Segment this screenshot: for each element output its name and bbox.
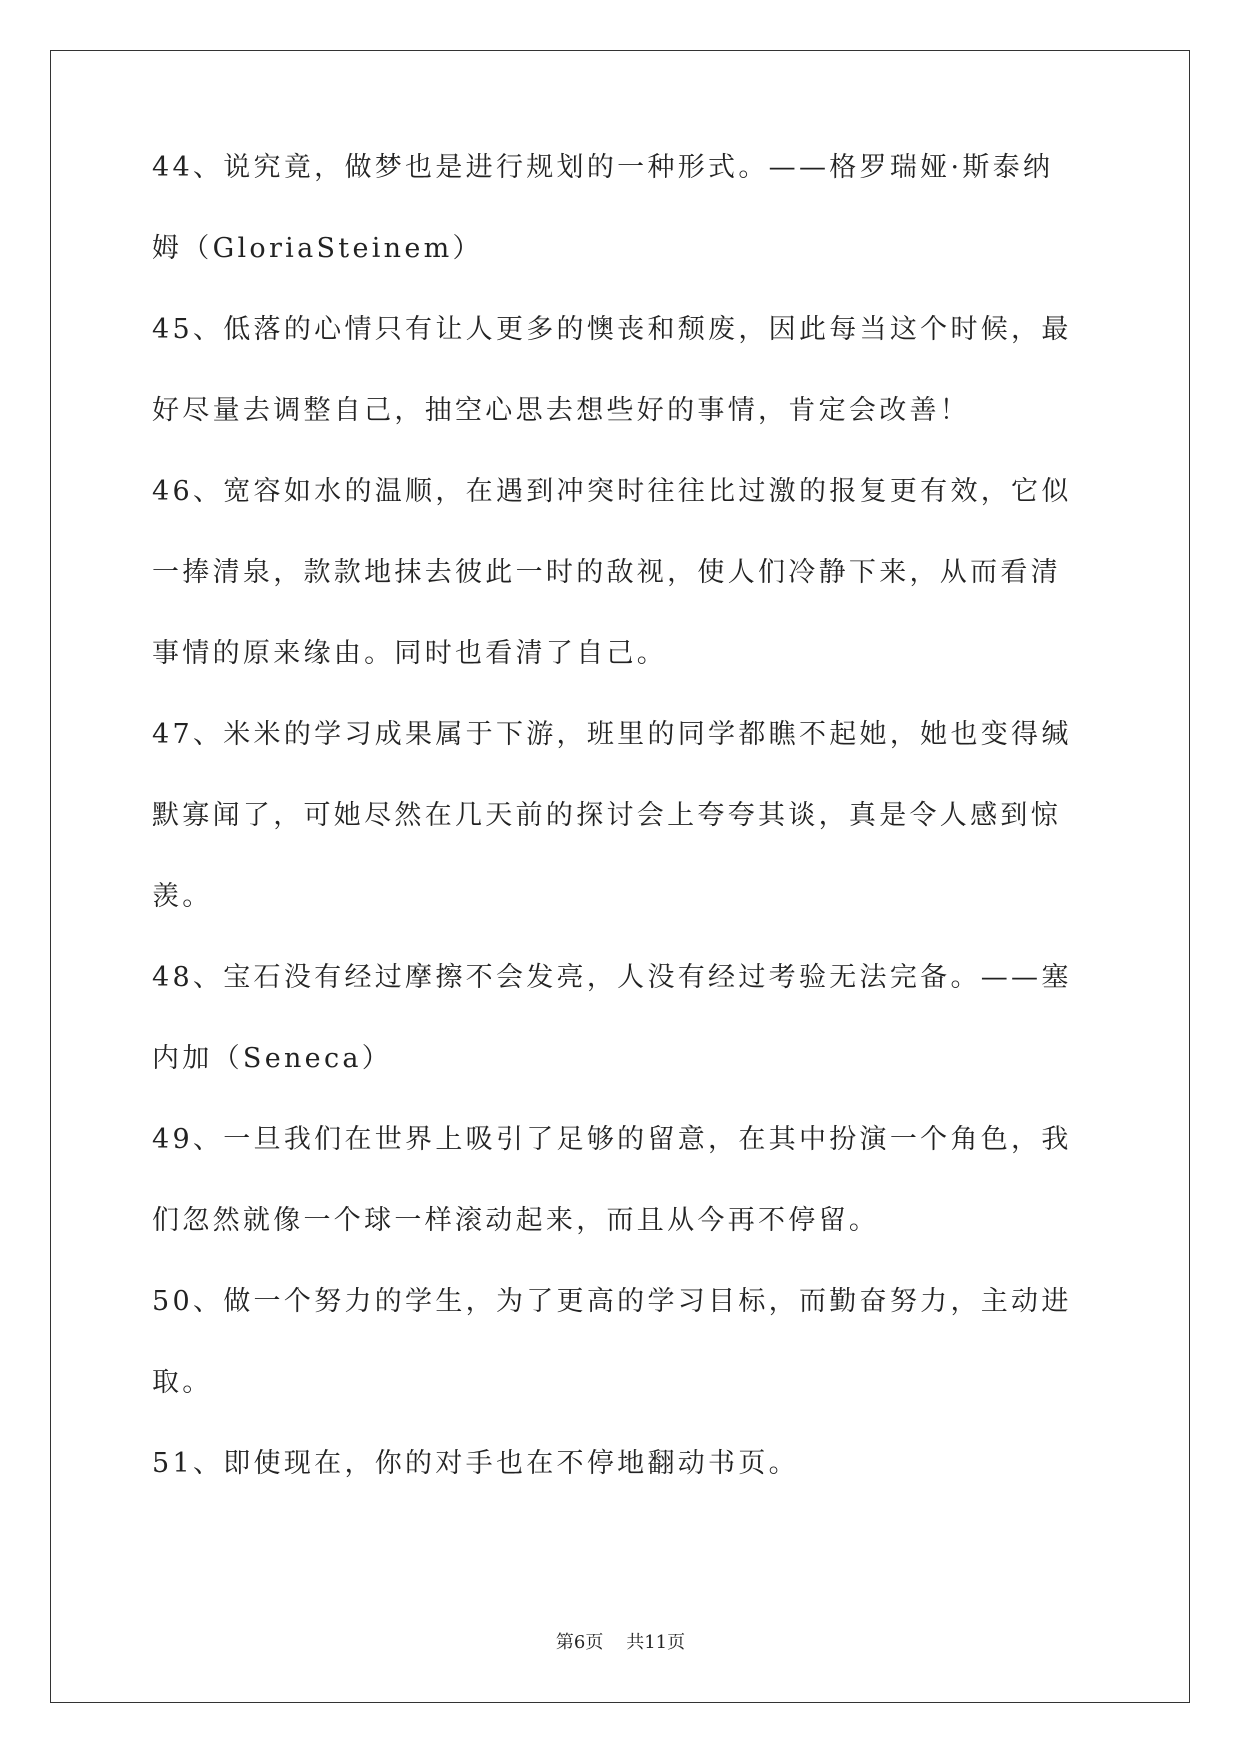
text-line: 48、宝石没有经过摩擦不会发亮，人没有经过考验无法完备。——塞 (152, 962, 1072, 993)
text-line: 46、宽容如水的温顺，在遇到冲突时往往比过激的报复更有效，它似 (152, 476, 1072, 507)
text-line: 取。 (152, 1367, 213, 1398)
text-line: 羡。 (152, 881, 213, 912)
text-line: 事情的原来缘由。同时也看清了自己。 (152, 638, 668, 669)
text-line: 51、即使现在，你的对手也在不停地翻动书页。 (152, 1448, 799, 1479)
text-line: 好尽量去调整自己，抽空心思去想些好的事情，肯定会改善！ (152, 395, 971, 426)
text-line: 50、做一个努力的学生，为了更高的学习目标，而勤奋努力，主动进 (152, 1286, 1072, 1317)
text-line: 们忽然就像一个球一样滚动起来，而且从今再不停留。 (152, 1205, 880, 1236)
text-line: 45、低落的心情只有让人更多的懊丧和颓废，因此每当这个时候，最 (152, 314, 1072, 345)
text-line: 内加（Seneca） (152, 1043, 393, 1074)
page-total: 共11页 (626, 1632, 686, 1653)
document-body (152, 152, 1092, 1529)
text-line: 默寡闻了，可她尽然在几天前的探讨会上夸夸其谈，真是令人感到惊 (152, 800, 1061, 831)
page-number: 第6页 (555, 1632, 604, 1653)
text-line: 44、说究竟，做梦也是进行规划的一种形式。——格罗瑞娅·斯泰纳 (152, 152, 1054, 183)
text-line: 一捧清泉，款款地抹去彼此一时的敌视，使人们冷静下来，从而看清 (152, 557, 1061, 588)
footer-spacer (603, 1632, 626, 1653)
text-line: 49、一旦我们在世界上吸引了足够的留意，在其中扮演一个角色，我 (152, 1124, 1072, 1155)
text-line: 姆（GloriaSteinem） (152, 233, 483, 264)
page-footer (0, 1628, 1241, 1654)
text-line: 47、米米的学习成果属于下游，班里的同学都瞧不起她，她也变得缄 (152, 719, 1072, 750)
